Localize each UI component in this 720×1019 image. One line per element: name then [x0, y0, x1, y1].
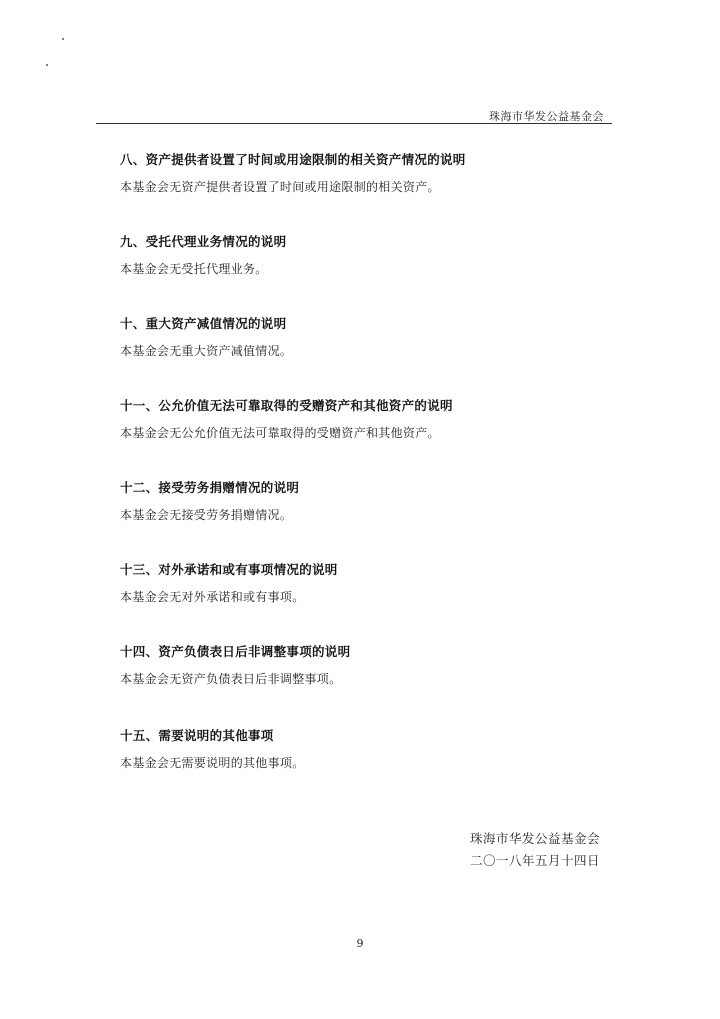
section-heading: 十五、需要说明的其他事项 — [120, 728, 274, 743]
header-rule — [96, 123, 612, 124]
page-header — [96, 108, 612, 124]
signature-date: 二〇一八年五月十四日 — [470, 853, 601, 868]
section-heading: 十三、对外承诺和或有事项情况的说明 — [120, 562, 338, 577]
section-body: 本基金会无接受劳务捐赠情况。 — [120, 508, 293, 522]
scan-speck — [62, 38, 64, 40]
section-heading: 十四、资产负债表日后非调整事项的说明 — [120, 644, 351, 659]
section-heading: 十、重大资产减值情况的说明 — [120, 316, 287, 331]
section-heading: 十二、接受劳务捐赠情况的说明 — [120, 480, 300, 495]
section-14 — [120, 642, 620, 689]
section-body: 本基金会无受托代理业务。 — [120, 262, 268, 276]
section-body: 本基金会无资产负债表日后非调整事项。 — [120, 672, 342, 686]
section-13 — [120, 560, 620, 607]
section-11 — [120, 396, 620, 443]
signature-block — [470, 828, 610, 872]
section-body: 本基金会无资产提供者设置了时间或用途限制的相关资产。 — [120, 180, 440, 194]
section-body: 本基金会无需要说明的其他事项。 — [120, 756, 305, 770]
header-org-name: 珠海市华发公益基金会 — [489, 110, 604, 123]
signature-org-name: 珠海市华发公益基金会 — [470, 831, 601, 846]
scan-speck — [46, 64, 48, 66]
page-number: 9 — [356, 937, 364, 950]
section-body: 本基金会无公允价值无法可靠取得的受赠资产和其他资产。 — [120, 426, 440, 440]
section-12 — [120, 478, 620, 525]
section-heading: 九、受托代理业务情况的说明 — [120, 234, 287, 249]
section-8 — [120, 150, 620, 197]
section-15 — [120, 726, 620, 773]
section-10 — [120, 314, 620, 361]
section-heading: 十一、公允价值无法可靠取得的受赠资产和其他资产的说明 — [120, 398, 453, 413]
section-heading: 八、资产提供者设置了时间或用途限制的相关资产情况的说明 — [120, 152, 466, 167]
section-body: 本基金会无重大资产减值情况。 — [120, 344, 293, 358]
section-body: 本基金会无对外承诺和或有事项。 — [120, 590, 305, 604]
section-9 — [120, 232, 620, 279]
